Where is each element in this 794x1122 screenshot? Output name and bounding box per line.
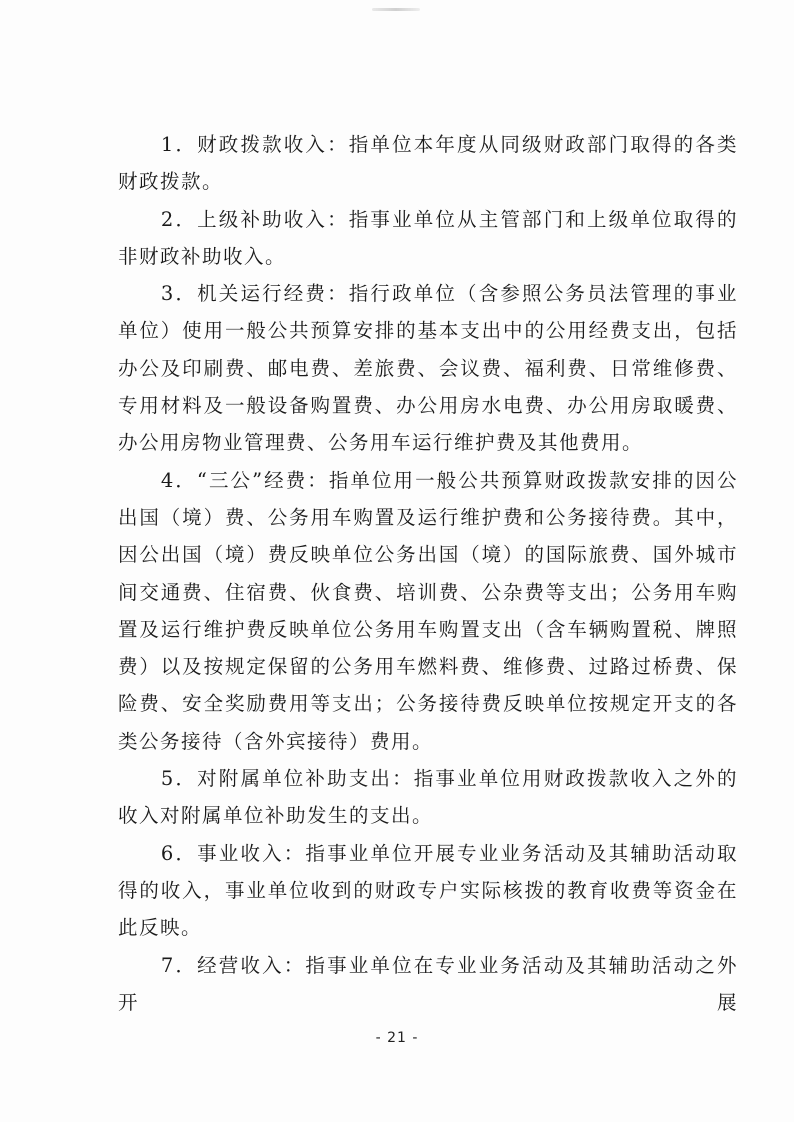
paragraph-2: 2．上级补助收入：指事业单位从主管部门和上级单位取得的非财政补助收入。	[118, 207, 738, 268]
paragraph-3: 3．机关运行经费：指行政单位（含参照公务员法管理的事业单位）使用一般公共预算安排的基本支出中的公用经费支出，包括办公及印刷费、邮电费、差旅费、会议费、福利费、日常维修费、专用材料及一般设备购置费、办公用房水电费、办公用房取暖费、办公用房物业管理费、公务用车运行维护费及其他费用。	[118, 282, 738, 455]
paragraph-1: 1．财政拨款收入：指单位本年度从同级财政部门取得的各类财政拨款。	[118, 133, 738, 194]
paragraph-6: 6．事业收入：指事业单位开展专业业务活动及其辅助活动取得的收入，事业单位收到的财政专户实际核拨的教育收费等资金在此反映。	[118, 841, 738, 940]
body-text	[118, 126, 738, 1021]
paragraph-7: 7．经营收入：指事业单位在专业业务活动及其辅助活动之外开展	[118, 953, 738, 1014]
scan-artifact	[372, 8, 420, 11]
page-number: - 21 -	[375, 1030, 419, 1046]
paragraph-4: 4．“三公”经费：指单位用一般公共预算财政拨款安排的因公出国（境）费、公务用车购置及运行维护费和公务接待费。其中，因公出国（境）费反映单位公务出国（境）的国际旅费、国外城市间交通费、住宿费、伙食费、培训费、公杂费等支出；公务用车购置及运行维护费反映单位公务用车购置支出（含车辆购置税、牌照费）以及按规定保留的公务用车燃料费、维修费、过路过桥费、保险费、安全奖励费用等支出；公务接待费反映单位按规定开支的各类公务接待（含外宾接待）费用。	[118, 468, 738, 753]
paragraph-5: 5．对附属单位补助支出：指事业单位用财政拨款收入之外的收入对附属单位补助发生的支出。	[118, 767, 738, 828]
